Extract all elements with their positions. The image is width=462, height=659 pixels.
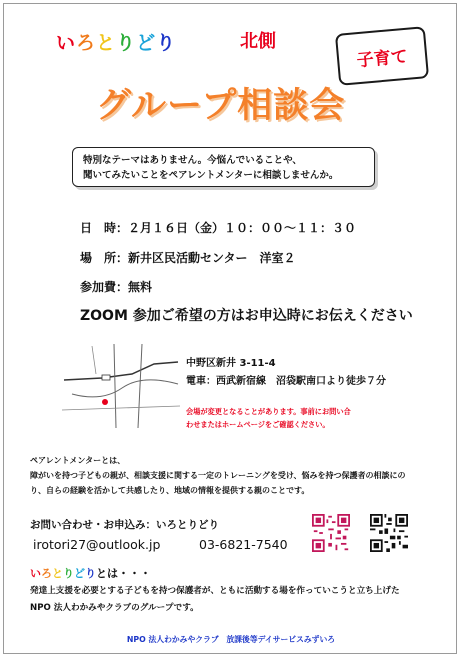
about-heading-char: り bbox=[85, 567, 96, 580]
about-heading-text bbox=[30, 567, 151, 580]
about-heading-char: ・ bbox=[140, 567, 151, 580]
event-venue: 場 所：新井区民活動センター 洋室２ bbox=[80, 251, 296, 265]
venue-change-notice bbox=[186, 405, 351, 431]
contact-heading: お問い合わせ・お申込み：いろとりどり bbox=[30, 519, 219, 531]
brand-char: り bbox=[156, 32, 177, 54]
brand-logo-text bbox=[56, 28, 176, 55]
brand-char: ど bbox=[136, 32, 157, 54]
parent-mentor-description bbox=[30, 453, 440, 498]
event-date: 日 時：２月１６日（金）１０：００～１１：３０ bbox=[80, 221, 357, 235]
intro-line-2: 聞いてみたいことをペアレントメンターに相談しませんか。 bbox=[83, 170, 339, 181]
contact-email[interactable]: irotori27@outlook.jp bbox=[33, 537, 161, 552]
about-heading-char: い bbox=[30, 567, 41, 580]
parent-mentor-line-2: 障がいを持つ子どもの親が、相談支援に関する一定のトレーニングを受け、悩みを持つ保護者の相談にの bbox=[30, 471, 406, 480]
footer-organization: NPO 法人わかみやクラブ 放課後等デイサービスみずいろ bbox=[126, 635, 336, 644]
zoom-note: ZOOM 参加ご希望の方はお申込時にお伝えください bbox=[80, 308, 413, 324]
event-fee: 参加費：無料 bbox=[80, 280, 153, 294]
about-line-2: NPO 法人わかみやクラブのグループです。 bbox=[30, 603, 199, 613]
about-heading-char: ど bbox=[74, 567, 85, 580]
childcare-badge bbox=[335, 26, 429, 86]
map-road bbox=[72, 380, 178, 397]
about-heading-char: ・ bbox=[129, 567, 140, 580]
map-road bbox=[62, 406, 180, 410]
contact-phone[interactable]: 03-6821-7540 bbox=[199, 537, 288, 552]
venue-map bbox=[62, 344, 180, 428]
map-railway-line bbox=[64, 362, 178, 380]
brand-char: い bbox=[56, 32, 77, 54]
about-heading-char: と bbox=[52, 567, 63, 580]
parent-mentor-line-1: ペアレントメンターとは、 bbox=[30, 456, 126, 465]
page-title: グループ相談会 bbox=[96, 86, 346, 126]
about-heading-char: ・ bbox=[118, 567, 129, 580]
venue-address: 中野区新井 3-11-4 bbox=[186, 358, 276, 369]
badge-text: 子育て bbox=[355, 46, 409, 72]
about-heading-char: は bbox=[107, 567, 118, 580]
about-heading-char: と bbox=[96, 567, 107, 580]
venue-access: 電車：西武新宿線 沼袋駅南口より徒歩７分 bbox=[186, 376, 386, 387]
map-road bbox=[92, 346, 96, 374]
map-station-marker bbox=[102, 375, 110, 380]
about-description bbox=[30, 583, 450, 617]
notice-line-2: わせまたはホームページをご確認ください。 bbox=[186, 420, 330, 429]
qr-code-website[interactable] bbox=[370, 514, 408, 552]
map-road bbox=[138, 344, 142, 428]
map-venue-pin bbox=[102, 399, 108, 405]
about-heading-char: り bbox=[63, 567, 74, 580]
intro-box bbox=[72, 147, 375, 187]
qr-code-email[interactable] bbox=[312, 514, 350, 552]
brand-char: と bbox=[96, 32, 117, 54]
about-line-1: 発達上支援を必要とする子どもを持つ保護者が、ともに活動する場を作っていこうと立ち上げた bbox=[30, 586, 400, 596]
about-heading bbox=[30, 565, 151, 581]
brand-char: ろ bbox=[76, 32, 97, 54]
notice-line-1: 会場が変更となることがあります。事前にお問い合 bbox=[186, 407, 351, 416]
brand-char: り bbox=[116, 32, 137, 54]
parent-mentor-line-3: り、自らの経験を活かして共感したり、地域の情報を提供する親のことです。 bbox=[30, 486, 310, 495]
intro-line-1: 特別なテーマはありません。今悩んでいることや、 bbox=[83, 155, 302, 166]
location-label: 北側 bbox=[240, 31, 276, 52]
about-heading-char: ろ bbox=[41, 567, 52, 580]
map-road bbox=[114, 344, 116, 428]
